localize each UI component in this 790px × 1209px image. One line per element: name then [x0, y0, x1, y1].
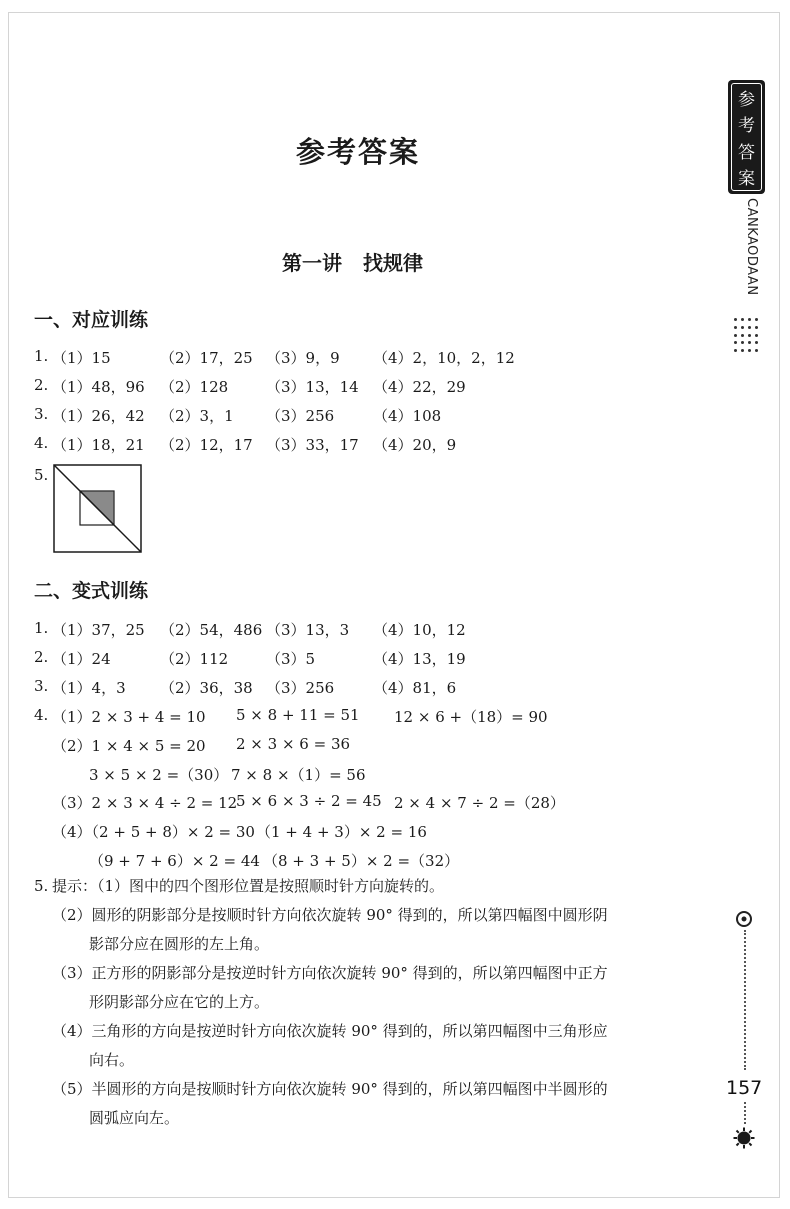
chapter-title: 第一讲 找规律 — [282, 251, 423, 275]
equation: （1）2 × 3 + 4 = 10 — [52, 708, 206, 726]
section-heading-1: 一、对应训练 — [34, 309, 149, 331]
answer-cell: （2）12，17 — [160, 436, 253, 454]
hint-text: 形阴影部分应在它的上方。 — [89, 993, 270, 1011]
answer-cell: （2）112 — [160, 650, 229, 668]
question-number: 3. — [34, 677, 49, 695]
answer-cell: （4）13，19 — [373, 650, 466, 668]
answer-cell: （4）108 — [373, 407, 442, 425]
answer-cell: （1）48，96 — [52, 378, 145, 396]
question-number: 2. — [34, 376, 49, 394]
answer-cell: （3）9，9 — [266, 349, 340, 367]
dotted-line — [744, 930, 746, 1070]
page-title: 参考答案 — [296, 135, 421, 169]
side-tab — [728, 80, 765, 194]
hint-text: 提示：（1）图中的四个图形位置是按照顺时针方向旋转的。 — [52, 877, 445, 895]
dotted-line — [744, 1102, 746, 1124]
answer-cell: （1）15 — [52, 349, 111, 367]
hint-text: （5）半圆形的方向是按顺时针方向依次旋转 90° 得到的，所以第四幅图中半圆形的 — [52, 1080, 608, 1098]
dots-pattern — [734, 318, 758, 354]
hint-text: 影部分应在圆形的左上角。 — [89, 935, 270, 953]
question-number: 5. — [34, 877, 49, 895]
answer-cell: （4）10，12 — [373, 621, 466, 639]
equation: 5 × 6 × 3 ÷ 2 = 45 — [236, 792, 382, 810]
question-number: 2. — [34, 648, 49, 666]
answer-cell: （1）37，25 — [52, 621, 145, 639]
equation: （1 + 4 + 3）× 2 = 16 — [256, 823, 427, 841]
answer-cell: （3）13，14 — [266, 378, 359, 396]
diagonal-line — [54, 465, 141, 552]
hint-text: （2）圆形的阴影部分是按顺时针方向依次旋转 90° 得到的，所以第四幅图中圆形阴 — [52, 906, 608, 924]
sun-icon — [733, 1127, 755, 1149]
equation: （3）2 × 3 × 4 ÷ 2 = 12 — [52, 794, 238, 812]
side-pinyin: CANKAODAAN — [744, 198, 759, 296]
equation: 12 × 6 +（18）= 90 — [394, 708, 548, 726]
answer-cell: （1）4，3 — [52, 679, 126, 697]
hint-text: 圆弧应向左。 — [89, 1109, 180, 1127]
hint-text: （4）三角形的方向是按逆时针方向依次旋转 90° 得到的，所以第四幅图中三角形应 — [52, 1022, 608, 1040]
side-tab-char: 答 — [738, 142, 755, 163]
answer-cell: （3）256 — [266, 407, 335, 425]
answer-cell: （4）81，6 — [373, 679, 457, 697]
question-number: 3. — [34, 405, 49, 423]
answer-cell: （4）2，10，2，12 — [373, 349, 515, 367]
hint-text: 向右。 — [89, 1051, 135, 1069]
answer-cell: （2）128 — [160, 378, 229, 396]
answer-cell: （1）18，21 — [52, 436, 145, 454]
answer-cell: （3）5 — [266, 650, 316, 668]
side-tab-char: 参 — [738, 89, 755, 110]
question-number: 1. — [34, 619, 49, 637]
answer-cell: （2）36，38 — [160, 679, 253, 697]
question-number: 4. — [34, 434, 49, 452]
equation: （8 + 3 + 5）× 2 =（32） — [263, 852, 460, 870]
answer-cell: （3）13，3 — [266, 621, 350, 639]
equation: 2 × 3 × 6 = 36 — [236, 735, 351, 753]
answer-cell: （2）17，25 — [160, 349, 253, 367]
equation: （2）1 × 4 × 5 = 20 — [52, 737, 206, 755]
answer-cell: （2）54，486 — [160, 621, 263, 639]
equation: 5 × 8 + 11 = 51 — [236, 706, 360, 724]
equation: 2 × 4 × 7 ÷ 2 =（28） — [394, 794, 565, 812]
answer-cell: （4）20，9 — [373, 436, 457, 454]
side-tab-char: 案 — [738, 169, 755, 190]
question-number: 4. — [34, 706, 49, 724]
answer-cell: （1）26，42 — [52, 407, 145, 425]
answer-cell: （4）22，29 — [373, 378, 466, 396]
question-number: 1. — [34, 347, 49, 365]
answer-cell: （3）33，17 — [266, 436, 359, 454]
answer-cell: （1）24 — [52, 650, 111, 668]
page-number: 157 — [726, 1077, 763, 1099]
side-tab-char: 考 — [738, 116, 755, 137]
gear-icon — [735, 910, 753, 928]
equation: （4）（2 + 5 + 8）× 2 = 30 — [52, 823, 255, 841]
answer-row — [34, 347, 52, 365]
hint-text: （3）正方形的阴影部分是按逆时针方向依次旋转 90° 得到的，所以第四幅图中正方 — [52, 964, 608, 982]
equation: 7 × 8 ×（1）= 56 — [231, 766, 366, 784]
equation: （9 + 7 + 6）× 2 = 44 — [89, 852, 260, 870]
equation: 3 × 5 × 2 =（30） — [89, 766, 229, 784]
answer-cell: （2）3，1 — [160, 407, 234, 425]
answer-figure — [53, 464, 143, 554]
section-heading-2: 二、变式训练 — [34, 580, 149, 602]
answer-cell: （3）256 — [266, 679, 335, 697]
question-number: 5. — [34, 466, 49, 484]
